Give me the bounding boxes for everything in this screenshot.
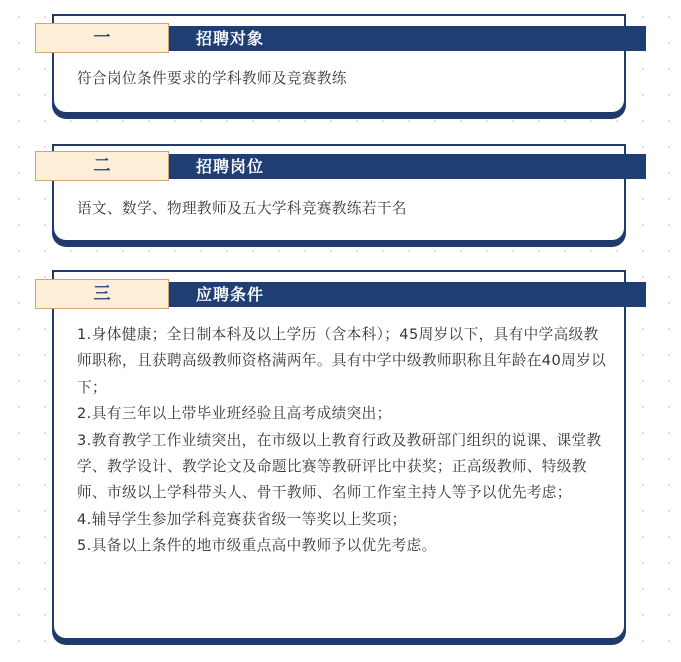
- requirement-item: 4.辅导学生参加学科竞赛获省级一等奖以上奖项；: [77, 510, 407, 528]
- section-header-bar: [86, 26, 646, 51]
- section-header-bar: [86, 154, 646, 179]
- section-title: 招聘岗位: [196, 157, 265, 176]
- section-title: 应聘条件: [196, 285, 265, 304]
- requirement-item: 1.身体健康；全日制本科及以上学历（含本科）；45周岁以下，具有中学高级教师职称，且获聘高级教师资格满两年。具有中学中级教师职称且年龄在40周岁以下；: [77, 326, 607, 396]
- section-content: 符合岗位条件要求的学科教师及竞赛教练: [77, 70, 347, 87]
- section-title: 招聘对象: [196, 29, 265, 48]
- requirements-list: [77, 322, 611, 560]
- requirement-item: 3.教育教学工作业绩突出，在市级以上教育行政及教研部门组织的说课、课堂教学、教学设计、教学论文及命题比赛等教研评比中获奖；正高级教师、特级教师、市级以上学科带头人、骨干教师、名师工作室主持人等予以优先考虑；: [77, 431, 602, 502]
- requirement-item: 5.具备以上条件的地市级重点高中教师予以优先考虑。: [77, 537, 437, 555]
- section-number-badge: 一: [35, 23, 169, 53]
- section-number-badge: 三: [35, 279, 169, 309]
- section-number-badge: 二: [35, 151, 169, 181]
- section-header-bar: [86, 282, 646, 307]
- section-content: 语文、数学、物理教师及五大学科竞赛教练若干名: [77, 200, 407, 217]
- requirement-item: 2.具有三年以上带毕业班经验且高考成绩突出；: [77, 405, 392, 423]
